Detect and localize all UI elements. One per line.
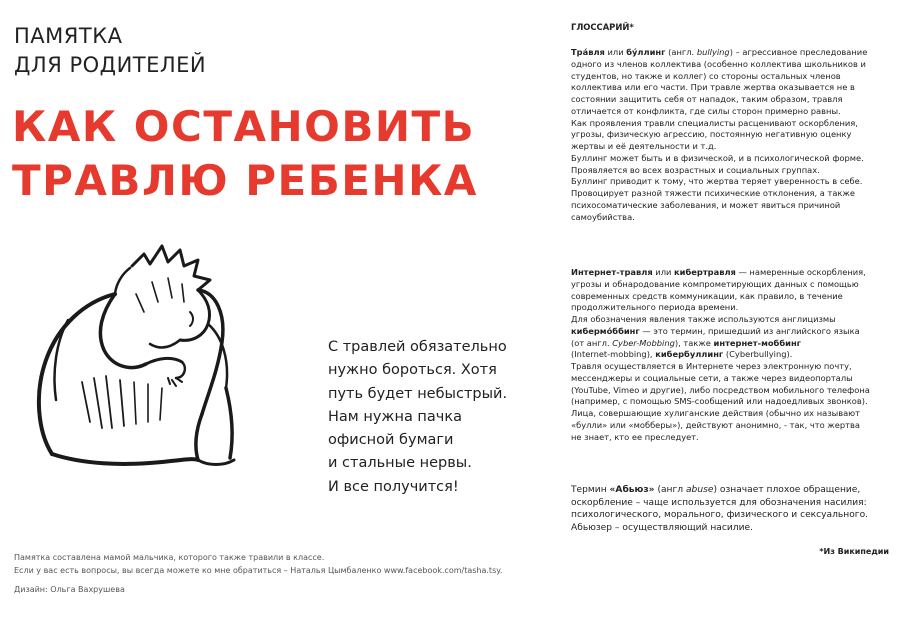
entry-line: психологического, морального, физического и сексуального. [571, 510, 869, 521]
text: (от англ. [571, 337, 613, 348]
text: (англ. [665, 47, 697, 57]
term: кибертравля [674, 267, 736, 277]
memo-title [14, 22, 206, 80]
text-en: bullying [696, 47, 730, 57]
quote-line: И все получится! [328, 478, 459, 495]
memo-title-line-1: ПАМЯТКА [14, 24, 123, 48]
entry-line: Проявляется во всех возрастных и социальных группах. [571, 164, 820, 175]
entry-line: (YouTube, Vimeo и другие), либо посредством мобильного телефона [571, 384, 870, 395]
term: Тра́вля [571, 47, 605, 57]
quote-line: и стальные нервы. [328, 455, 472, 472]
entry-line: состоянии защитить себя от нападок, таким образом, травля [571, 94, 843, 104]
text-en: Cyber-Mobbing [612, 337, 675, 348]
footer-line-1: Памятка составлена мамой мальчика, которого также травили в классе. [14, 553, 325, 562]
footer-line-2: Если у вас есть вопросы, вы всегда можете ко мне обратиться – Наталья Цымбаленко www.facebook.com/tasha.tsy. [14, 565, 503, 575]
glossary-entry-bullying [571, 47, 897, 223]
text: ) означает плохое обращение, [713, 485, 861, 495]
text: (англ [654, 485, 686, 495]
text: (Internet-mobbing), [571, 349, 656, 360]
text: (Cyberbullying). [723, 349, 793, 360]
text-en: abuse [685, 485, 714, 495]
footer-credits [14, 552, 502, 597]
headline-line-2: ТРАВЛЮ РЕБЕНКА [12, 156, 478, 205]
entry-line: Лица, совершающие хулиганские действия (обычно их называют [571, 408, 860, 418]
quote-block [328, 336, 507, 499]
term: интернет-моббинг [713, 337, 802, 348]
entry-line: Буллинг может быть и в физической, и в психологической форме. [571, 152, 864, 163]
entry-line: оскорбление – чаще используется для обозначения насилия: [571, 497, 867, 508]
term: «Абьюз» [609, 485, 655, 495]
term: бу́ллинг [626, 47, 666, 57]
page-headline [12, 100, 478, 208]
entry-line: одного из членов коллектива (особенно коллектива школьников и [571, 58, 866, 69]
glossary-entry-cyberbullying [571, 267, 897, 443]
entry-line: не знает, кто ее преследует. [571, 431, 699, 442]
term: Интернет-травля [571, 267, 653, 277]
term: кибермо́ббинг [571, 325, 640, 336]
entry-line: студентов, но также и коллег) со стороны остальных членов [571, 70, 841, 81]
entry-first-line [571, 267, 897, 279]
text: или [652, 267, 675, 277]
entry-line: отличается от конфликта, где силы сторон примерно равны. [571, 105, 841, 116]
text: ) – агрессивное преследование [729, 47, 868, 57]
memo-title-line-2: ДЛЯ РОДИТЕЛЕЙ [14, 53, 207, 77]
entry-first-line [571, 484, 897, 497]
entry-line: Абьюзер – осуществляющий насилие. [571, 522, 753, 533]
entry-line: самоубийства. [571, 211, 635, 222]
quote-line: С травлей обязательно [328, 339, 507, 355]
text: — это термин, пришедший из английского языка [639, 325, 860, 336]
quote-line: путь будет небыстрый. [328, 385, 508, 402]
entry-line [571, 338, 897, 350]
entry-line: угрозы и обнародование компрометирующих данных с помощью [571, 278, 859, 289]
headline-line-1: КАК ОСТАНОВИТЬ [12, 102, 476, 151]
entry-line: продолжительного периода времени. [571, 302, 739, 313]
entry-line: современных средств коммуникации, как правило, в течение [571, 290, 843, 301]
source-note: *Из Википедии [819, 547, 889, 556]
entry-line: жертвы и её деятельности и т.д. [571, 141, 717, 151]
entry-line [571, 326, 897, 338]
entry-line: мессенджеры и социальные сети, а также через видеопорталы [571, 372, 853, 383]
term: кибербуллинг [655, 349, 724, 360]
entry-line: Буллинг приводит к тому, что жертва теряет уверенность в себе. [571, 176, 863, 187]
entry-line: «булли» или «мобберы»), действуют анонимно, - так, что жертва [571, 419, 860, 430]
entry-line: угрозы, физическую агрессию, постоянную негативную оценку [571, 129, 852, 140]
entry-line: (например, с помощью SMS-сообщений или надоедливых звонков). [571, 396, 868, 407]
entry-line: Травля осуществляется в Интернете через электронную почту, [571, 361, 852, 371]
text: или [604, 47, 627, 57]
text: — намеренные оскорбления, [735, 267, 866, 277]
quote-line: офисной бумаги [328, 432, 454, 449]
entry-line: психосоматические заболевания, и может явиться причиной [571, 199, 841, 210]
crouching-child-illustration [12, 232, 312, 477]
entry-first-line [571, 47, 897, 59]
text: Термин [571, 485, 610, 495]
design-credit: Дизайн: Ольга Вахрушева [14, 585, 125, 594]
glossary-title: ГЛОССАРИЙ* [571, 22, 634, 32]
entry-line: коллектива или его части. При травле жертва оказывается не в [571, 82, 855, 93]
glossary-entry-abuse [571, 484, 897, 534]
quote-line: нужно бороться. Хотя [328, 362, 497, 379]
entry-line [571, 349, 897, 361]
quote-line: Нам нужна пачка [328, 408, 463, 425]
entry-line: Провоцирует разной тяжести психические отклонения, а также [571, 188, 855, 198]
entry-line: Для обозначения явления также используются англицизмы [571, 314, 836, 324]
entry-line: Как проявления травли специалисты расценивают оскорбления, [571, 117, 858, 128]
text: ), также [674, 337, 714, 348]
